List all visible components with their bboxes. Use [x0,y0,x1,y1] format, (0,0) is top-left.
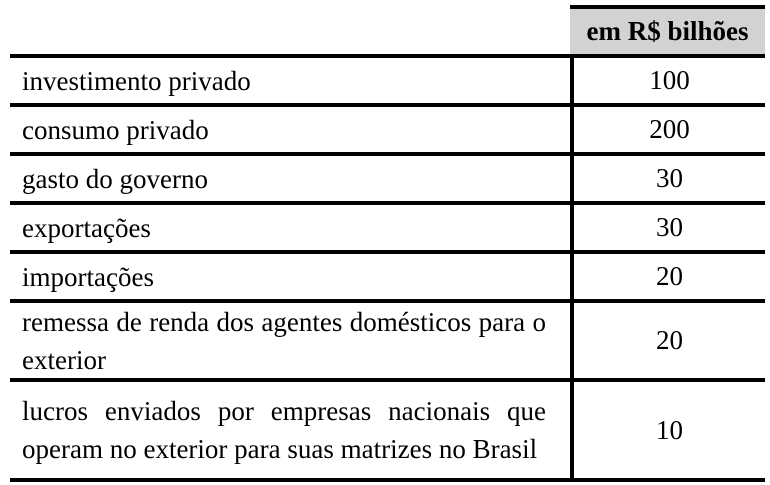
table-row [10,299,765,378]
table-row [10,201,765,250]
row-value-cell [570,58,765,103]
row-label-cell [10,107,570,152]
row-value-cell [570,205,765,250]
row-value-cell [570,156,765,201]
row-label-cell [10,254,570,299]
row-value: 30 [656,212,683,242]
row-label: investimento privado [22,65,251,96]
table-row [10,103,765,152]
row-value: 30 [656,163,683,193]
row-value: 10 [656,414,683,445]
row-label: importações [22,261,154,292]
row-value: 200 [649,114,690,144]
table-row [10,152,765,201]
row-label-cell [10,303,570,378]
row-label: remessa de renda dos agentes domésticos para o exterior [22,306,546,375]
header-empty-cell [10,5,570,54]
row-label: consumo privado [22,114,209,145]
row-label: gasto do governo [22,163,208,194]
row-value: 100 [649,65,690,95]
header-unit-cell: em R$ bilhões [570,5,765,54]
row-value-cell [570,303,765,378]
row-label-cell [10,58,570,103]
table-row [10,250,765,299]
table-row [10,54,765,103]
row-label: lucros enviados por empresas nacionais que operam no exterior para suas matrizes no Brasil [22,396,546,464]
row-value-cell [570,107,765,152]
row-value: 20 [656,325,683,355]
row-label-cell [10,205,570,250]
table-header-row [10,5,765,54]
row-value-cell [570,382,765,478]
row-value: 20 [656,261,683,291]
table-body [10,54,765,482]
row-value-cell [570,254,765,299]
row-label-cell [10,382,570,478]
row-label-cell [10,156,570,201]
values-table [10,5,765,482]
table-row [10,378,765,482]
row-label: exportações [22,212,151,243]
